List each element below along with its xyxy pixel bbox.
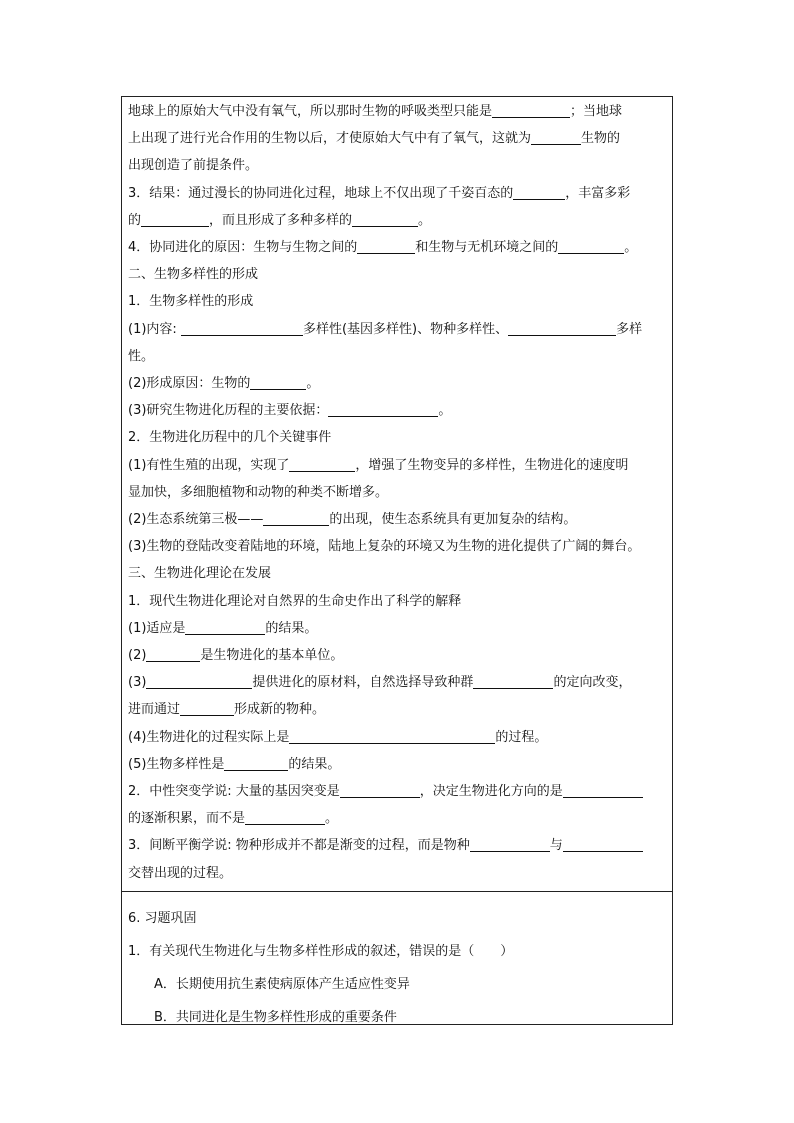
answer-blank[interactable] [181, 321, 303, 336]
subsection-heading: 1．生物多样性的形成 [128, 294, 254, 310]
text-line: (2)形成原因：生物的 。 [128, 376, 320, 392]
answer-blank[interactable] [473, 674, 553, 689]
text-line: 出现创造了前提条件。 [128, 158, 259, 174]
text-line: (3)研究生物进化历程的主要依据： 。 [128, 403, 452, 419]
subsection-heading: 2．生物进化历程中的几个关键事件 [128, 430, 332, 446]
notes-cell [121, 96, 673, 891]
answer-blank[interactable] [513, 185, 565, 200]
answer-blank[interactable] [357, 239, 415, 254]
answer-blank[interactable] [146, 647, 200, 662]
section-heading: 三、生物进化理论在发展 [128, 566, 272, 582]
text-line: (3)生物的登陆改变着陆地的环境，陆地上复杂的环境又为生物的进化提供了广阔的舞台。 [128, 539, 641, 555]
answer-blank[interactable] [558, 239, 624, 254]
answer-blank[interactable] [263, 511, 329, 526]
section-heading: 二、生物多样性的形成 [128, 267, 259, 283]
text-line: 3．间断平衡学说: 物种形成并不都是渐变的过程，而是物种 与 [128, 832, 666, 859]
exercise-title: 6. 习题巩固 [128, 910, 197, 926]
text-line: (2)生态系统第三极—— 的出现，使生态系统具有更加复杂的结构。 [128, 512, 577, 528]
answer-blank[interactable] [563, 837, 643, 852]
text-line: 性。 [128, 348, 155, 364]
worksheet-table [121, 96, 673, 1025]
text-line: (1)内容: 多样性(基因多样性)、物种多样性、 多样 [128, 321, 643, 337]
question-stem: 1．有关现代生物进化与生物多样性形成的叙述，错误的是（ ） [128, 943, 514, 959]
answer-blank[interactable] [492, 103, 570, 118]
text-line: 的逐渐积累，而不是 。 [128, 811, 339, 827]
exercise-cell [121, 891, 673, 1025]
answer-blank[interactable] [531, 130, 581, 145]
option-a[interactable]: A．长期使用抗生素使病原体产生适应性变异 [154, 976, 410, 992]
answer-blank[interactable] [185, 620, 265, 635]
answer-blank[interactable] [352, 212, 418, 227]
answer-blank[interactable] [180, 701, 234, 716]
text-line: 上出现了进行光合作用的生物以后，才使原始大气中有了氧气，这就为 生物的 [128, 131, 621, 147]
text-line: (3) 提供进化的原材料，自然选择导致种群 的定向改变， [128, 675, 632, 691]
text-line: 3．结果：通过漫长的协同进化过程，地球上不仅出现了千姿百态的 ，丰富多彩 [128, 185, 631, 201]
text-line: (4)生物进化的过程实际上是 的过程。 [128, 729, 548, 745]
answer-blank[interactable] [245, 810, 325, 825]
answer-blank[interactable] [328, 402, 438, 417]
text-line: 显加快，多细胞植物和动物的种类不断增多。 [128, 484, 389, 500]
subsection-heading: 1．现代生物进化理论对自然界的生命史作出了科学的解释 [128, 593, 462, 609]
text-line: 的 ，而且形成了多种多样的 。 [128, 212, 432, 228]
text-line: (1)有性生殖的出现，实现了 ，增强了生物变异的多样性，生物进化的速度明 [128, 457, 629, 473]
answer-blank[interactable] [340, 783, 420, 798]
answer-blank[interactable] [470, 837, 550, 852]
text-line: (5)生物多样性是 的结果。 [128, 756, 341, 772]
answer-blank[interactable] [141, 212, 209, 227]
text-line: 交替出现的过程。 [128, 865, 233, 881]
answer-blank[interactable] [224, 756, 288, 771]
answer-blank[interactable] [563, 783, 643, 798]
answer-blank[interactable] [289, 729, 495, 744]
text-line: 地球上的原始大气中没有氧气，所以那时生物的呼吸类型只能是 ；当地球 [128, 104, 623, 119]
answer-blank[interactable] [250, 375, 306, 390]
text-line: (2) 是生物进化的基本单位。 [128, 648, 344, 664]
answer-blank[interactable] [508, 321, 616, 336]
text-line: (1)适应是 的结果。 [128, 620, 318, 636]
answer-blank[interactable] [146, 674, 252, 689]
text-line: 2．中性突变学说: 大量的基因突变是 ，决定生物进化方向的是 [128, 778, 666, 805]
answer-blank[interactable] [289, 457, 355, 472]
text-line: 4．协同进化的原因：生物与生物之间的 和生物与无机环境之间的 。 [128, 240, 638, 256]
text-line: 进而通过 形成新的物种。 [128, 702, 326, 718]
option-b[interactable]: B．共同进化是生物多样性形成的重要条件 [154, 1009, 397, 1025]
